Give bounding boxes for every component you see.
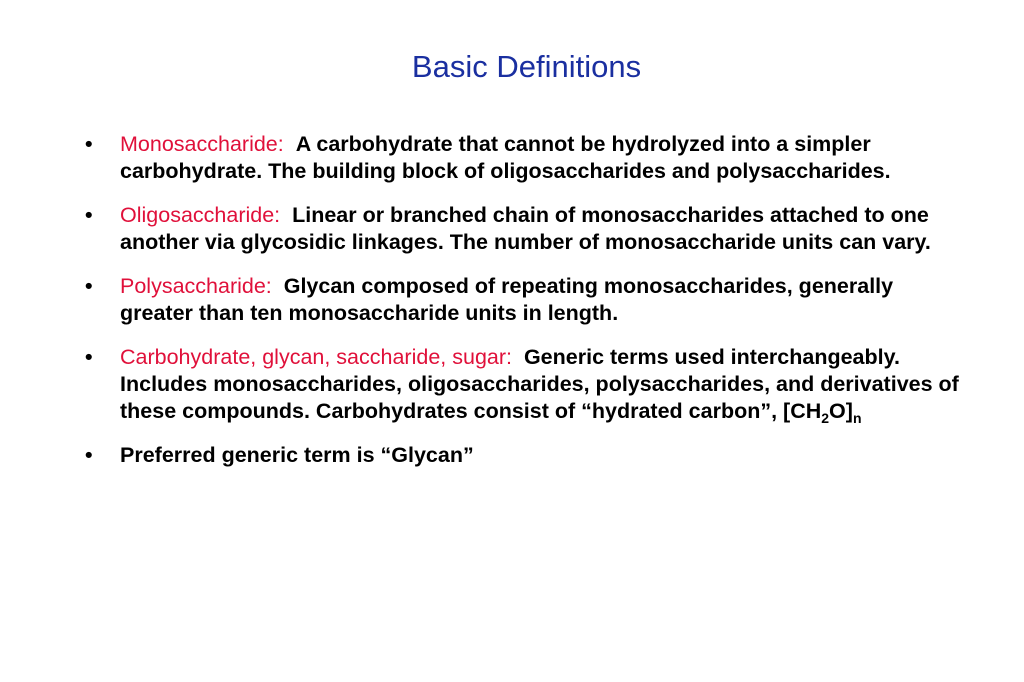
bullet-preferred-term: [85, 442, 965, 469]
term-label: Polysaccharide:: [120, 274, 272, 298]
formula-subscript: 2: [821, 410, 830, 426]
bullet-monosaccharide: [85, 131, 965, 185]
formula-text: O]: [829, 399, 853, 423]
bullet-icon: •: [85, 132, 93, 156]
definition-text: Preferred generic term is “Glycan”: [120, 443, 474, 467]
slide-title: Basic Definitions: [411, 49, 642, 84]
bullet-polysaccharide: [85, 273, 965, 327]
bullet-icon: •: [85, 274, 93, 298]
definition-list: [85, 131, 965, 469]
bullet-carbohydrate: [85, 344, 965, 425]
definition-text: Generic terms used interchangeably. Includes monosaccharides, oligosaccharides, polysaccharides, and derivatives of these compounds. Carbohydrates consist of “hydrated carbon”, [CH: [120, 345, 959, 423]
bullet-icon: •: [85, 203, 93, 227]
bullet-icon: •: [85, 443, 93, 467]
definition-text: Linear or branched chain of monosaccharides attached to one another via glycosidic linkages. The number of monosaccharide units can vary.: [120, 203, 931, 254]
formula-subscript: n: [852, 410, 862, 426]
bullet-icon: •: [85, 345, 93, 369]
term-label: Carbohydrate, glycan, saccharide, sugar:: [120, 345, 512, 369]
definition-text: Glycan composed of repeating monosaccharides, generally greater than ten monosaccharide units in length.: [120, 274, 894, 325]
bullet-oligosaccharide: [85, 202, 965, 256]
term-label: Monosaccharide:: [120, 132, 284, 156]
definition-text: A carbohydrate that cannot be hydrolyzed into a simpler carbohydrate. The building block of oligosaccharides and polysaccharides.: [120, 132, 891, 183]
term-label: Oligosaccharide:: [120, 203, 281, 227]
